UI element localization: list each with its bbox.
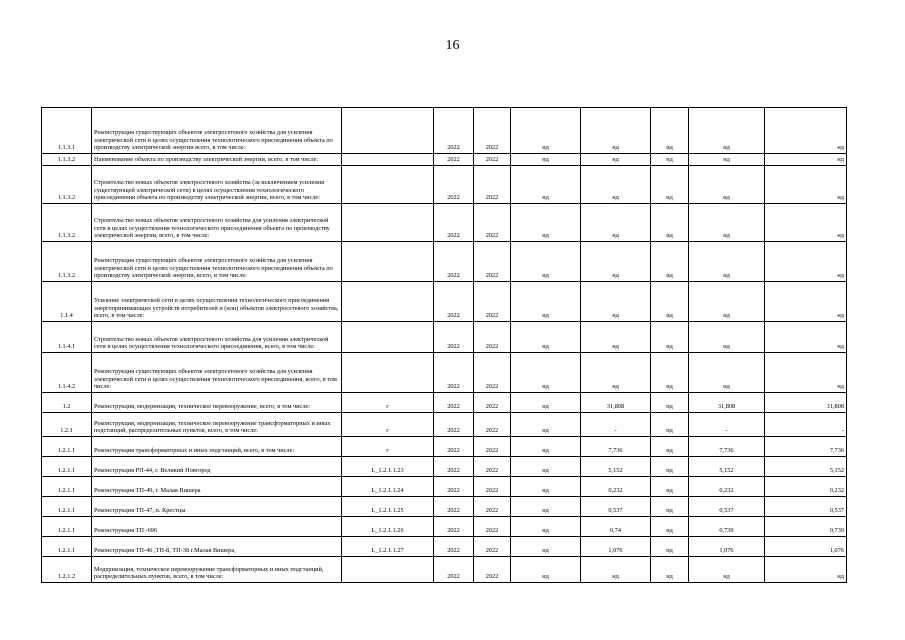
row-value-3: нд (651, 204, 689, 242)
row-value-5: нд (765, 322, 847, 353)
row-value-4: 1,076 (689, 537, 765, 557)
row-year-start: 2022 (434, 413, 474, 437)
row-year-start: 2022 (434, 154, 474, 166)
row-name: Реконструкция ТП-46 ,ТП-8, ТП-38 г.Малая Вишера, (92, 537, 342, 557)
table-row (42, 457, 847, 477)
row-year-end: 2022 (474, 154, 511, 166)
row-year-end: 2022 (474, 166, 511, 204)
row-value-5: нд (765, 108, 847, 154)
row-year-end: 2022 (474, 457, 511, 477)
row-code: 1.1.4.1 (42, 322, 92, 353)
row-value-2: 7,736 (581, 437, 651, 457)
row-value-3: нд (651, 477, 689, 497)
row-value-4: 0,739 (689, 517, 765, 537)
row-value-1: нд (511, 204, 581, 242)
row-value-3: нд (651, 393, 689, 413)
row-value-4: нд (689, 353, 765, 393)
row-value-3: нд (651, 108, 689, 154)
row-value-3: нд (651, 322, 689, 353)
row-value-2: нд (581, 557, 651, 583)
row-id (342, 166, 434, 204)
row-id: г (342, 393, 434, 413)
row-name: Наименование объекта по производству электрической энергии, всего, в том числе: (92, 154, 342, 166)
table-row (42, 242, 847, 282)
row-year-start: 2022 (434, 517, 474, 537)
row-code: 1.2.1.1 (42, 537, 92, 557)
row-value-1: нд (511, 166, 581, 204)
row-name: Строительство новых объектов электросетевого хозяйства (за исключением усиления существующей электрической сети) в целях осуществления технологического присоединения объекта по производству электрической энергии, всего, в том числе: (92, 166, 342, 204)
row-code: 1.1.4 (42, 282, 92, 322)
row-value-2: нд (581, 204, 651, 242)
row-value-5: 0,537 (765, 497, 847, 517)
table-row (42, 497, 847, 517)
row-id (342, 242, 434, 282)
row-year-start: 2022 (434, 204, 474, 242)
table-row (42, 166, 847, 204)
row-id (342, 322, 434, 353)
row-year-start: 2022 (434, 537, 474, 557)
row-value-5: нд (765, 242, 847, 282)
row-id: L_1.2.1.1.23 (342, 457, 434, 477)
table-row (42, 537, 847, 557)
row-code: 1.2.1.1 (42, 517, 92, 537)
row-value-4: нд (689, 557, 765, 583)
row-id (342, 353, 434, 393)
row-value-3: нд (651, 557, 689, 583)
row-name: Строительство новых объектов электросетевого хозяйства для усиления электрической сети в целях осуществления технологического присоединения объекта по производству электрической энергии, всего, в том числе: (92, 204, 342, 242)
row-year-start: 2022 (434, 477, 474, 497)
row-value-2: 0,74 (581, 517, 651, 537)
row-value-1: нд (511, 457, 581, 477)
row-id (342, 282, 434, 322)
row-value-1: нд (511, 497, 581, 517)
row-value-5: 0,739 (765, 517, 847, 537)
investment-table (41, 107, 847, 583)
row-id: L_1.2.1.1.24 (342, 477, 434, 497)
row-id: г (342, 437, 434, 457)
row-id (342, 204, 434, 242)
row-year-start: 2022 (434, 282, 474, 322)
row-name: Модернизация, техническое перевооружение трансформаторных и иных подстанций, распределительных пунктов, всего, в том числе: (92, 557, 342, 583)
row-value-4: 0,537 (689, 497, 765, 517)
row-name: Реконструкция, модернизация, техническое перевооружение трансформаторных и иных подстанций, распределительных пунктов, всего, в том числе: (92, 413, 342, 437)
row-year-start: 2022 (434, 166, 474, 204)
row-year-start: 2022 (434, 557, 474, 583)
row-value-3: нд (651, 517, 689, 537)
row-value-2: нд (581, 282, 651, 322)
row-year-end: 2022 (474, 413, 511, 437)
row-value-5: нд (765, 353, 847, 393)
row-value-4: нд (689, 154, 765, 166)
row-value-2: нд (581, 353, 651, 393)
row-name: Реконструкция существующих объектов электросетевого хозяйства для усиления электрической сети в целях осуществления технологического присоединения объекта по производству электрической энергии всего, в том числе: (92, 108, 342, 154)
row-name: Усиление электрической сети в целях осуществления технологического присоединения энергопринимающих устройств потребителей и (или) объектов электросетевого хозяйства, всего, в том числе: (92, 282, 342, 322)
table-row (42, 517, 847, 537)
row-value-1: нд (511, 322, 581, 353)
row-year-start: 2022 (434, 353, 474, 393)
row-value-3: нд (651, 413, 689, 437)
row-value-4: 0,232 (689, 477, 765, 497)
row-value-3: нд (651, 166, 689, 204)
row-value-4: нд (689, 166, 765, 204)
row-year-start: 2022 (434, 393, 474, 413)
row-value-4: 7,736 (689, 437, 765, 457)
row-value-5: нд (765, 204, 847, 242)
row-value-3: нд (651, 282, 689, 322)
row-year-end: 2022 (474, 477, 511, 497)
table-row (42, 477, 847, 497)
row-year-end: 2022 (474, 497, 511, 517)
table-row (42, 557, 847, 583)
row-value-4: - (689, 413, 765, 437)
table-row (42, 393, 847, 413)
row-value-1: нд (511, 517, 581, 537)
table-row (42, 108, 847, 154)
row-value-5: 0,232 (765, 477, 847, 497)
row-code: 1.2 (42, 393, 92, 413)
row-value-5: нд (765, 557, 847, 583)
row-value-2: нд (581, 166, 651, 204)
row-value-2: нд (581, 154, 651, 166)
row-value-4: нд (689, 282, 765, 322)
row-year-end: 2022 (474, 282, 511, 322)
row-value-2: нд (581, 108, 651, 154)
row-value-5: 7,736 (765, 437, 847, 457)
row-value-1: нд (511, 393, 581, 413)
row-year-start: 2022 (434, 497, 474, 517)
row-code: 1.1.3.2 (42, 154, 92, 166)
row-year-start: 2022 (434, 242, 474, 282)
row-value-2: - (581, 413, 651, 437)
row-year-start: 2022 (434, 437, 474, 457)
row-code: 1.1.3.2 (42, 166, 92, 204)
row-value-2: 5,152 (581, 457, 651, 477)
row-value-4: нд (689, 242, 765, 282)
row-name: Реконструкция РП-44, г. Великий Новгород (92, 457, 342, 477)
row-value-1: нд (511, 108, 581, 154)
row-name: Реконструкция существующих объектов электросетевого хозяйства для усиления электрической сети в целях осуществления технологического присоединения, всего, в том числе: (92, 353, 342, 393)
row-value-1: нд (511, 353, 581, 393)
row-value-3: нд (651, 353, 689, 393)
row-year-end: 2022 (474, 393, 511, 413)
row-value-2: 0,537 (581, 497, 651, 517)
row-value-3: нд (651, 242, 689, 282)
row-code: 1.2.1.1 (42, 437, 92, 457)
row-value-1: нд (511, 413, 581, 437)
row-year-end: 2022 (474, 557, 511, 583)
page-number: 16 (445, 38, 460, 53)
row-name: Реконструкция ТП -696 (92, 517, 342, 537)
row-name: Строительство новых объектов электросетевого хозяйства для усиления электрической сети в целях осуществления технологического присоединения, всего, в том числе: (92, 322, 342, 353)
row-value-3: нд (651, 537, 689, 557)
row-year-start: 2022 (434, 108, 474, 154)
row-value-1: нд (511, 537, 581, 557)
row-name: Реконструкция существующих объектов электросетевого хозяйства для усиления электрической сети в целях осуществления технологического присоединения объекта по производству электрической энергии, всего, в том числе: (92, 242, 342, 282)
row-year-start: 2022 (434, 457, 474, 477)
row-code: 1.2.1.2 (42, 557, 92, 583)
row-year-end: 2022 (474, 108, 511, 154)
table-row (42, 322, 847, 353)
row-year-end: 2022 (474, 537, 511, 557)
table-row (42, 282, 847, 322)
row-value-1: нд (511, 282, 581, 322)
row-name: Реконструкция трансформаторных и иных подстанций, всего, в том числе: (92, 437, 342, 457)
row-value-2: 1,076 (581, 537, 651, 557)
table-row (42, 413, 847, 437)
row-value-5: 1,076 (765, 537, 847, 557)
row-code: 1.1.3.2 (42, 242, 92, 282)
row-value-4: 5,152 (689, 457, 765, 477)
row-value-5: нд (765, 282, 847, 322)
row-id (342, 557, 434, 583)
row-value-1: нд (511, 557, 581, 583)
table-row (42, 437, 847, 457)
row-value-3: нд (651, 154, 689, 166)
row-id: L_1.2.1.1.26 (342, 517, 434, 537)
table-row (42, 353, 847, 393)
row-value-4: нд (689, 108, 765, 154)
row-value-2: нд (581, 322, 651, 353)
row-year-end: 2022 (474, 204, 511, 242)
row-year-end: 2022 (474, 437, 511, 457)
row-name: Реконструкция ТП-47, п. Крестцы (92, 497, 342, 517)
row-value-2: 0,232 (581, 477, 651, 497)
row-code: 1.2.1.1 (42, 477, 92, 497)
row-value-5: нд (765, 166, 847, 204)
row-value-3: нд (651, 497, 689, 517)
row-code: 1.1.3.2 (42, 204, 92, 242)
row-value-5: 5,152 (765, 457, 847, 477)
row-value-2: 31,808 (581, 393, 651, 413)
row-id (342, 108, 434, 154)
table-row (42, 204, 847, 242)
row-code: 1.1.3.1 (42, 108, 92, 154)
row-id (342, 154, 434, 166)
row-id: г (342, 413, 434, 437)
row-name: Реконструкция ТП-49, г. Малая Вишера (92, 477, 342, 497)
row-year-start: 2022 (434, 322, 474, 353)
row-value-2: нд (581, 242, 651, 282)
row-value-5: 31,808 (765, 393, 847, 413)
row-year-end: 2022 (474, 353, 511, 393)
row-year-end: 2022 (474, 517, 511, 537)
row-value-1: нд (511, 437, 581, 457)
row-code: 1.1.4.2 (42, 353, 92, 393)
row-name: Реконструкция, модернизация, техническое перевооружение, всего, в том числе: (92, 393, 342, 413)
row-code: 1.2.1.1 (42, 457, 92, 477)
row-value-1: нд (511, 242, 581, 282)
row-code: 1.2.1 (42, 413, 92, 437)
row-id: L_1.2.1.1.25 (342, 497, 434, 517)
row-year-end: 2022 (474, 322, 511, 353)
row-id: L_1.2.1.1.27 (342, 537, 434, 557)
row-value-3: нд (651, 437, 689, 457)
row-code: 1.2.1.1 (42, 497, 92, 517)
row-value-1: нд (511, 154, 581, 166)
table-row (42, 154, 847, 166)
row-year-end: 2022 (474, 242, 511, 282)
row-value-5: нд (765, 154, 847, 166)
row-value-4: 31,808 (689, 393, 765, 413)
row-value-5: - (765, 413, 847, 437)
row-value-3: нд (651, 457, 689, 477)
row-value-4: нд (689, 322, 765, 353)
row-value-1: нд (511, 477, 581, 497)
table-body (42, 108, 847, 583)
row-value-4: нд (689, 204, 765, 242)
